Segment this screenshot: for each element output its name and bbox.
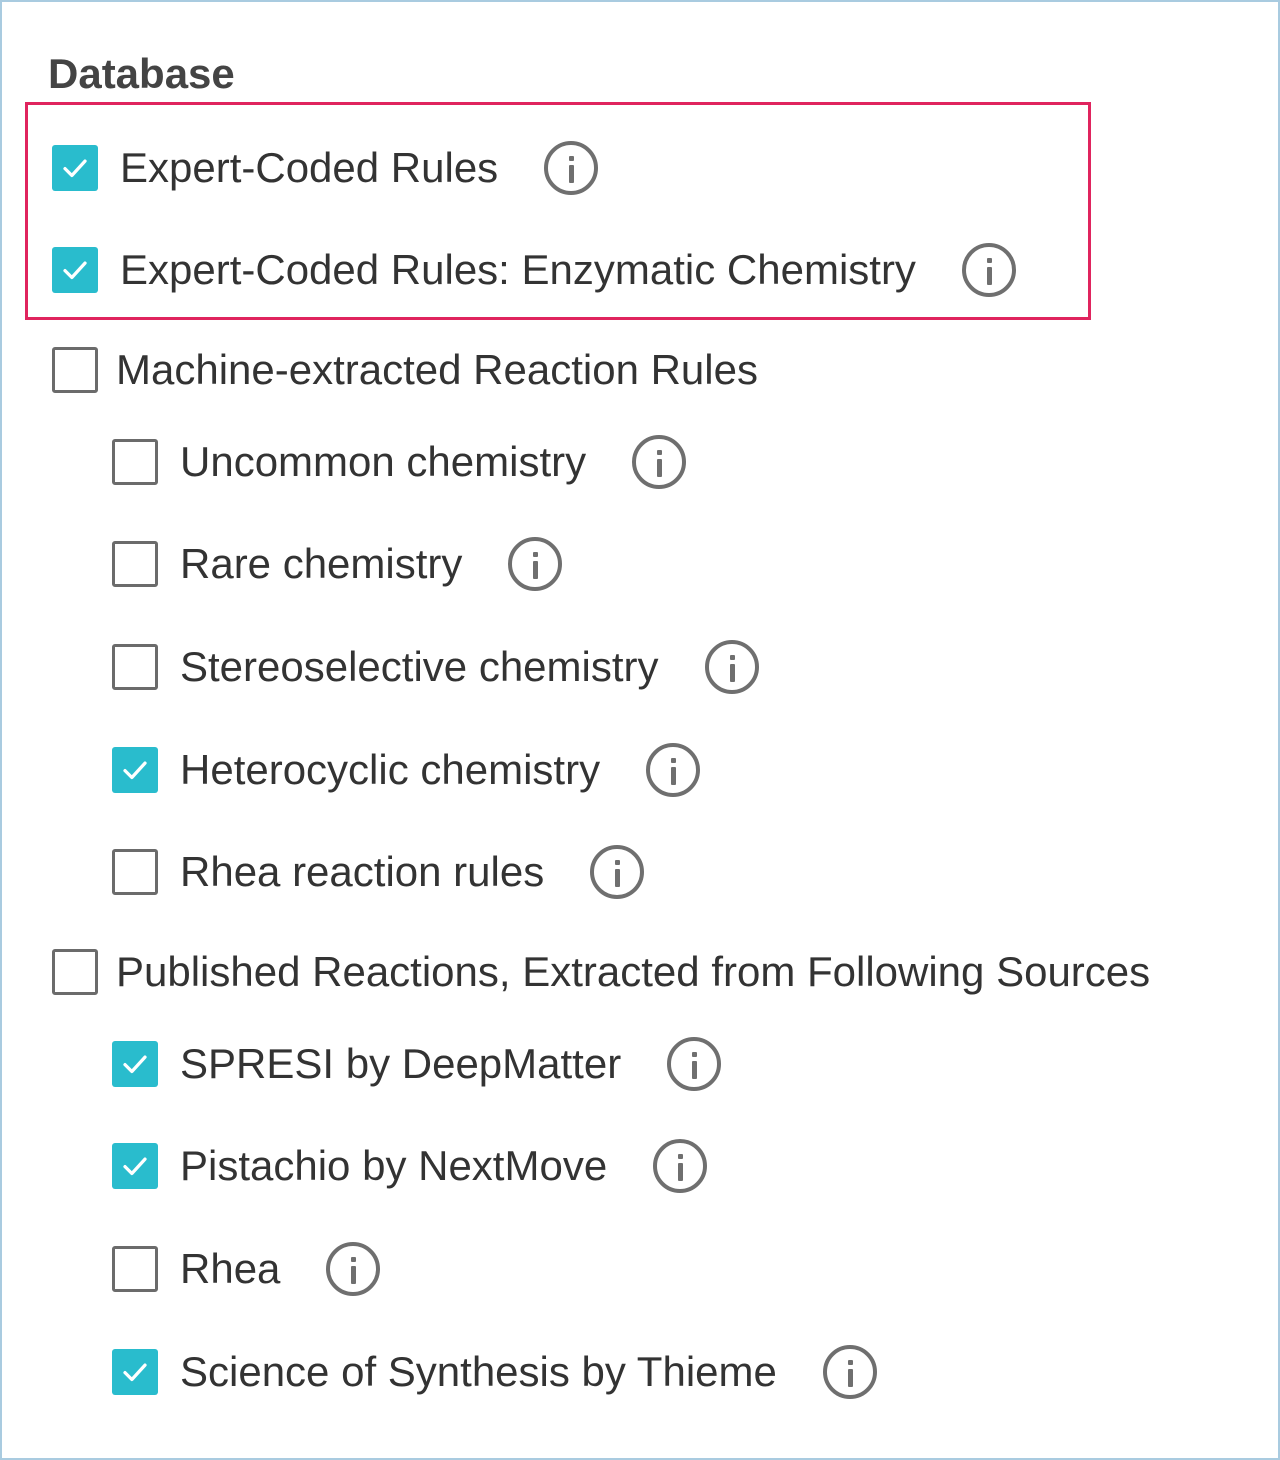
checkbox-expert-coded-rules-enzymatic[interactable] (52, 247, 98, 293)
option-pistachio[interactable] (112, 1136, 707, 1196)
checkmark-icon (120, 755, 150, 785)
option-stereoselective-chemistry[interactable] (112, 637, 759, 697)
checkmark-icon (60, 153, 90, 183)
option-published-reactions[interactable] (52, 942, 1150, 1002)
option-label: Machine-extracted Reaction Rules (116, 346, 758, 393)
option-machine-extracted-rules[interactable] (52, 340, 758, 400)
checkbox-rare-chemistry[interactable] (112, 541, 158, 587)
option-spresi[interactable] (112, 1034, 721, 1094)
checkbox-rhea[interactable] (112, 1246, 158, 1292)
option-label: Pistachio by NextMove (180, 1142, 608, 1189)
option-label: Expert-Coded Rules: Enzymatic Chemistry (120, 246, 916, 293)
checkbox-expert-coded-rules[interactable] (52, 145, 98, 191)
checkmark-icon (120, 1151, 150, 1181)
option-label: SPRESI by DeepMatter (180, 1040, 622, 1087)
checkbox-stereoselective-chemistry[interactable] (112, 644, 158, 690)
option-science-of-synthesis[interactable] (112, 1342, 877, 1402)
checkmark-icon (120, 1049, 150, 1079)
option-label: Stereoselective chemistry (180, 643, 659, 690)
checkbox-published-reactions[interactable] (52, 949, 98, 995)
option-rare-chemistry[interactable] (112, 534, 562, 594)
checkbox-spresi[interactable] (112, 1041, 158, 1087)
option-rhea-reaction-rules[interactable] (112, 842, 644, 902)
checkbox-heterocyclic-chemistry[interactable] (112, 747, 158, 793)
checkbox-science-of-synthesis[interactable] (112, 1349, 158, 1395)
checkbox-rhea-reaction-rules[interactable] (112, 849, 158, 895)
option-label: Rhea reaction rules (180, 848, 545, 895)
option-label: Heterocyclic chemistry (180, 746, 601, 793)
checkbox-pistachio[interactable] (112, 1143, 158, 1189)
info-icon[interactable] (705, 640, 759, 694)
info-icon[interactable] (326, 1242, 380, 1296)
checkmark-icon (120, 1357, 150, 1387)
info-icon[interactable] (962, 243, 1016, 297)
info-icon[interactable] (653, 1139, 707, 1193)
option-label: Expert-Coded Rules (120, 144, 499, 191)
checkbox-uncommon-chemistry[interactable] (112, 439, 158, 485)
info-icon[interactable] (667, 1037, 721, 1091)
checkbox-machine-extracted-rules[interactable] (52, 347, 98, 393)
option-expert-coded-rules-enzymatic[interactable] (52, 240, 1016, 300)
info-icon[interactable] (823, 1345, 877, 1399)
option-rhea[interactable] (112, 1239, 380, 1299)
option-label: Science of Synthesis by Thieme (180, 1348, 777, 1395)
info-icon[interactable] (590, 845, 644, 899)
info-icon[interactable] (646, 743, 700, 797)
info-icon[interactable] (508, 537, 562, 591)
option-label: Uncommon chemistry (180, 438, 587, 485)
option-uncommon-chemistry[interactable] (112, 432, 686, 492)
option-label: Published Reactions, Extracted from Following Sources (116, 948, 1151, 995)
checkmark-icon (60, 255, 90, 285)
info-icon[interactable] (544, 141, 598, 195)
option-heterocyclic-chemistry[interactable] (112, 740, 700, 800)
option-label: Rare chemistry (180, 540, 463, 587)
info-icon[interactable] (632, 435, 686, 489)
section-title: Database (48, 50, 235, 97)
option-label: Rhea (180, 1245, 281, 1292)
option-expert-coded-rules[interactable] (52, 138, 598, 198)
